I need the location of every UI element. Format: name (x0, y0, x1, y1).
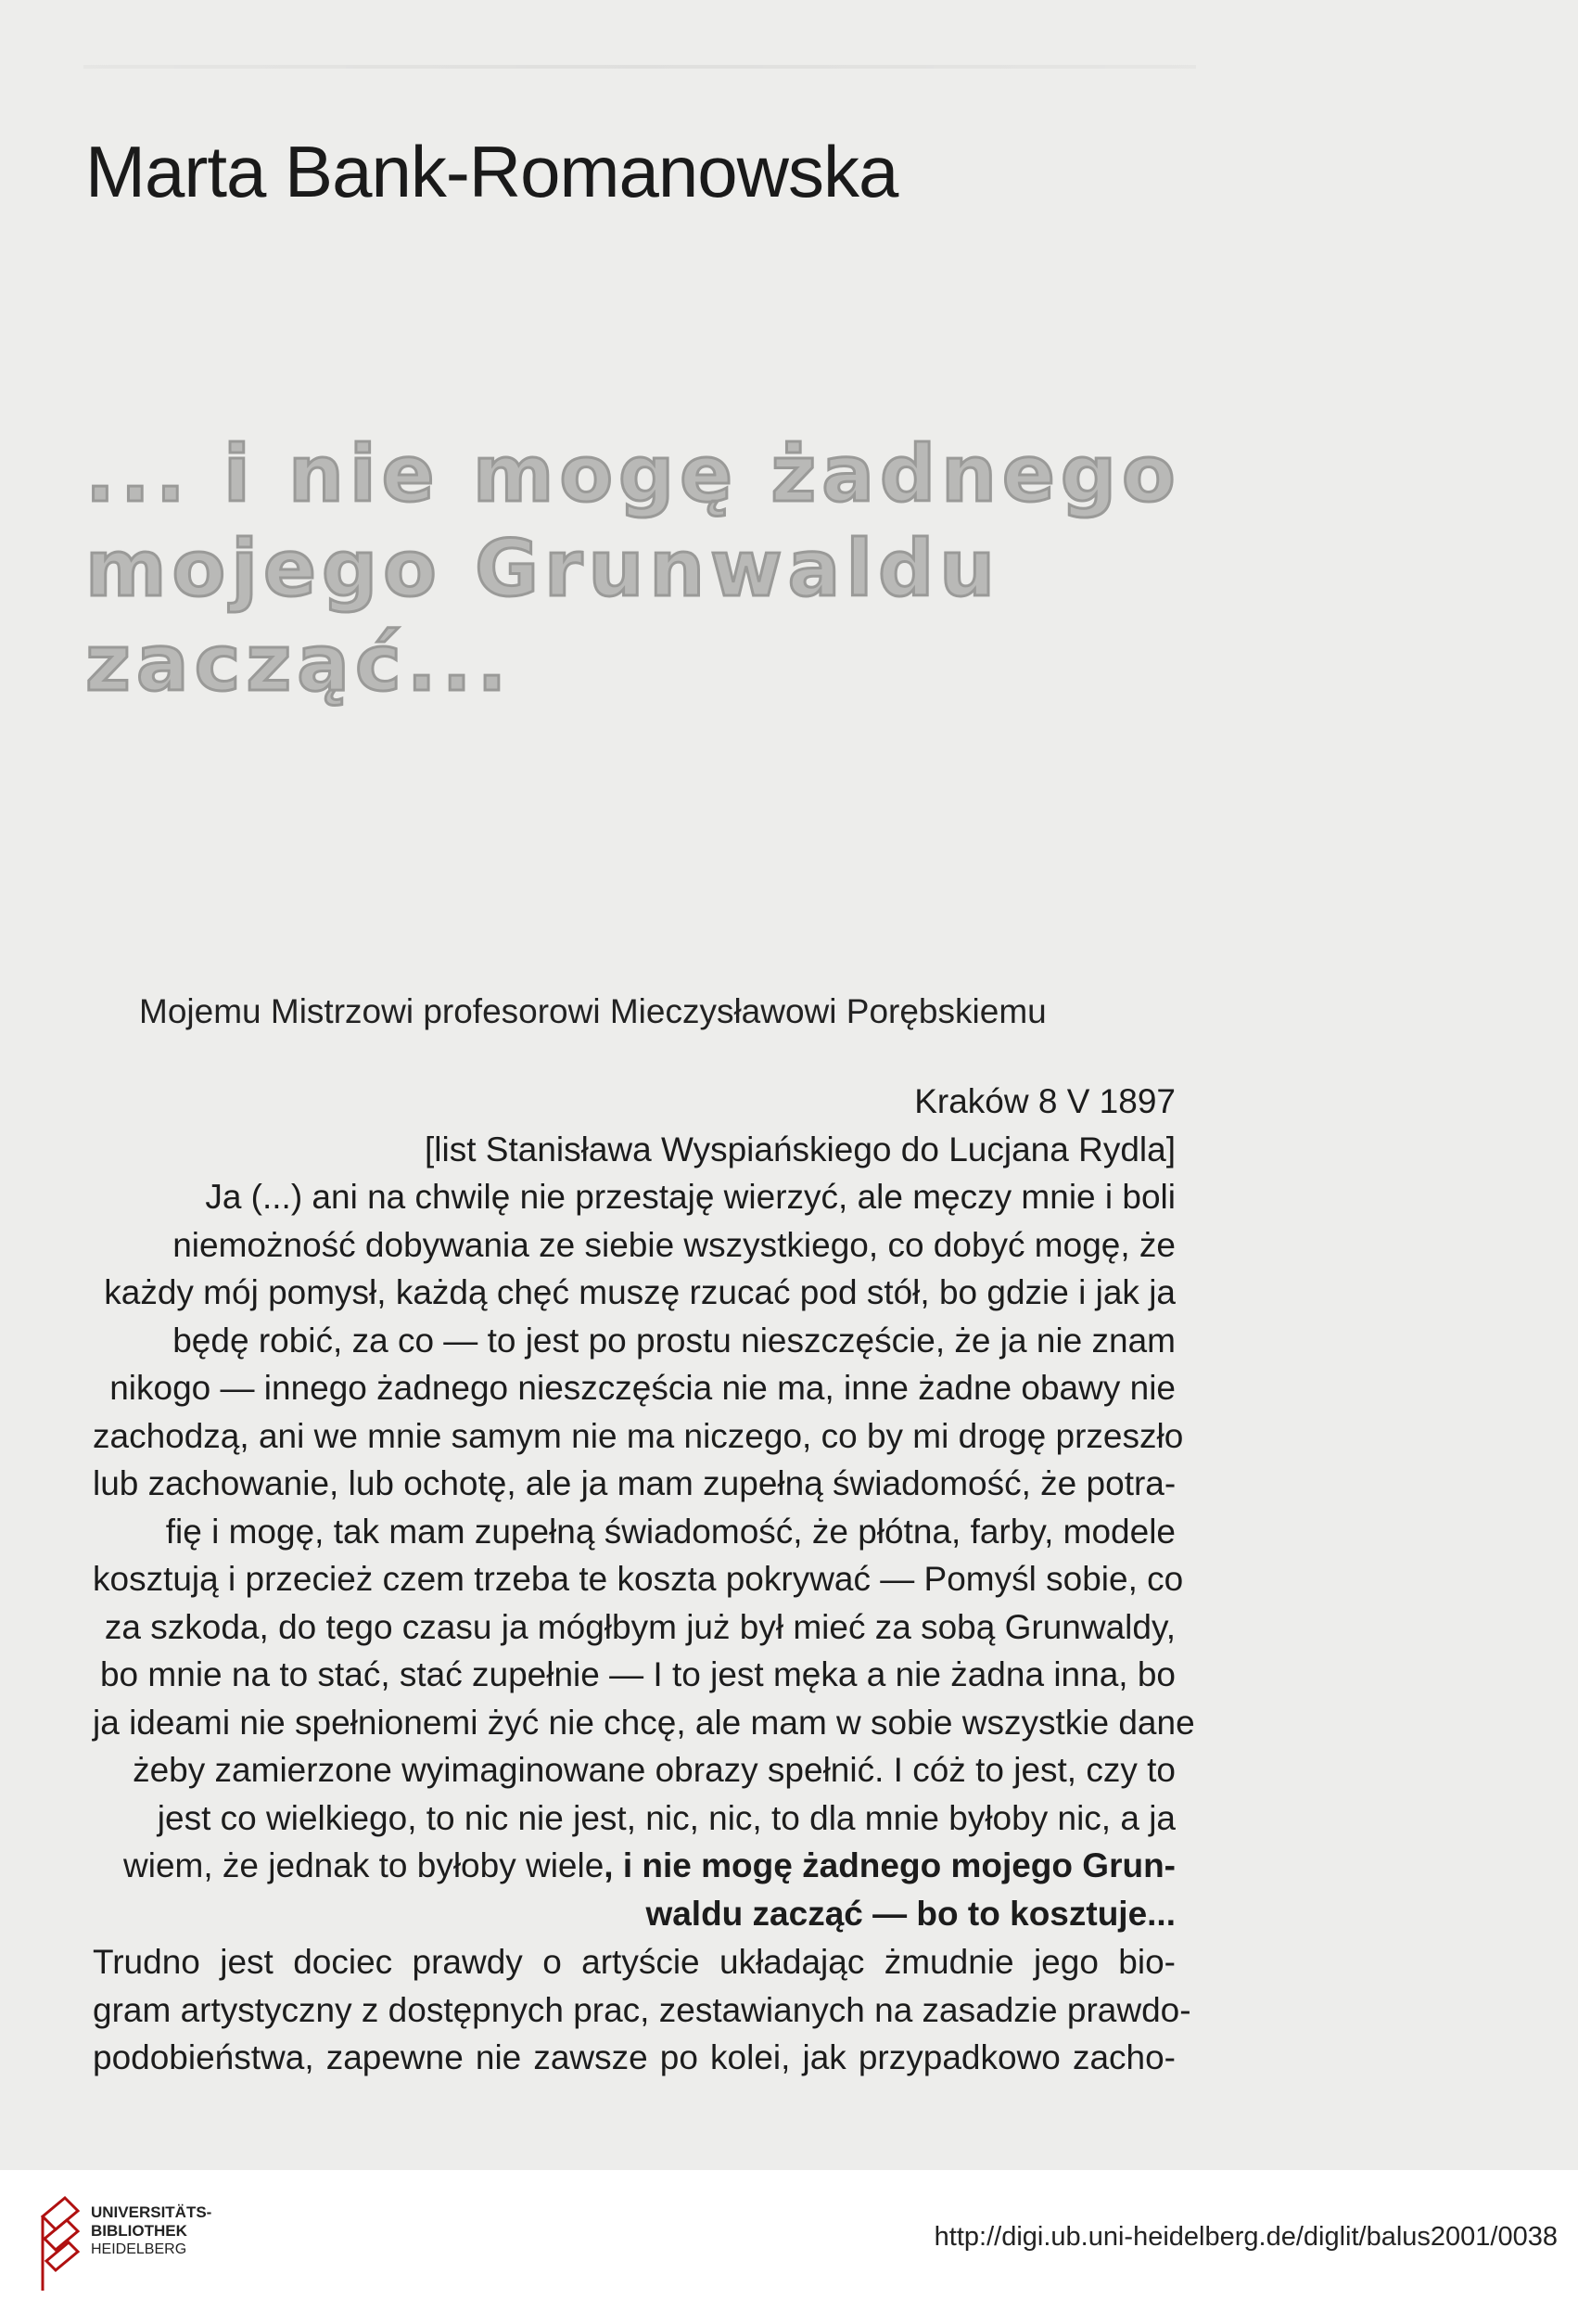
epigraph-quote (93, 1078, 1195, 1937)
quote-source: [list Stanisława Wyspiańskiego do Lucjana Rydla] (425, 1130, 1176, 1168)
quote-emphasis: waldu zacząć — bo to kosztuje... (645, 1894, 1176, 1933)
body-line: Trudno jest dociec prawdy o artyście układając żmudnie jego bio- (93, 1943, 1176, 1981)
quote-line (93, 1842, 1176, 1890)
quote-line: kosztują i przecież czem trzeba te koszta pokrywać — Pomyśl sobie, co (93, 1560, 1184, 1598)
library-name-line: BIBLIOTHEK (91, 2222, 187, 2240)
quote-line: lub zachowanie, lub ochotę, ale ja mam zupełną świadomość, że potra- (93, 1464, 1177, 1502)
quote-line: bo mnie na to stać, stać zupełnie — I to jest męka a nie żadna inna, bo (99, 1655, 1176, 1693)
quote-plain-text: wiem, że jednak to byłoby wiele (123, 1846, 604, 1884)
quote-line: niemożność dobywania ze siebie wszystkiego, co dobyć mogę, że (172, 1225, 1176, 1264)
library-name-line: UNIVERSITÄTS- (91, 2203, 212, 2221)
quote-line: nikogo — innego żadnego nieszczęścia nie ma, inne żadne obawy nie (109, 1369, 1176, 1407)
quote-line: zachodzą, ani we mnie samym nie ma niczego, co by mi drogę przeszło (93, 1416, 1184, 1455)
show-through-line (83, 65, 1196, 69)
author-name: Marta Bank-Romanowska (85, 131, 898, 212)
library-name-line: HEIDELBERG (91, 2241, 187, 2257)
library-logo-icon (37, 2189, 82, 2300)
quote-line: za szkoda, do tego czasu ja mógłbym już był mieć za sobą Grunwaldy, (104, 1607, 1176, 1646)
library-name (91, 2203, 211, 2259)
article-title (85, 427, 1198, 710)
quote-line: Ja (...) ani na chwilę nie przestaję wierzyć, ale męczy mnie i boli (205, 1178, 1176, 1216)
title-line: mojego Grunwaldu (85, 523, 1001, 614)
body-paragraph (93, 1938, 1191, 2082)
footer-bar (0, 2170, 1578, 2324)
title-line: ... i nie mogę żadnego (85, 428, 1181, 519)
quote-emphasis: , i nie mogę żadnego mojego Grun- (604, 1846, 1176, 1884)
quote-line: ja ideami nie spełnionemi żyć nie chcę, ale mam w sobie wszystkie dane (93, 1703, 1195, 1742)
quote-line: każdy mój pomysł, każdą chęć muszę rzucać pod stół, bo gdzie i jak ja (104, 1273, 1176, 1311)
source-url-link[interactable]: http://digi.ub.uni-heidelberg.de/diglit/balus2001/0038 (934, 2222, 1558, 2252)
quote-place-date: Kraków 8 V 1897 (914, 1082, 1176, 1120)
title-line: zacząć... (85, 618, 513, 709)
quote-line: będę robić, za co — to jest po prostu nieszczęście, że ja nie znam (172, 1321, 1176, 1360)
quote-line: fię i mogę, tak mam zupełną świadomość, że płótna, farby, modele (165, 1512, 1176, 1551)
quote-line: żeby zamierzone wyimaginowane obrazy spełnić. I cóż to jest, czy to (133, 1751, 1176, 1789)
body-line: podobieństwa, zapewne nie zawsze po kolei, jak przypadkowo zacho- (93, 2038, 1176, 2076)
quote-line: jest co wielkiego, to nic nie jest, nic, nic, to dla mnie byłoby nic, a ja (157, 1798, 1176, 1837)
dedication: Mojemu Mistrzowi profesorowi Mieczysławowi Porębskiemu (139, 992, 1047, 1030)
body-line: gram artystyczny z dostępnych prac, zestawianych na zasadzie prawdo- (93, 1990, 1191, 2029)
